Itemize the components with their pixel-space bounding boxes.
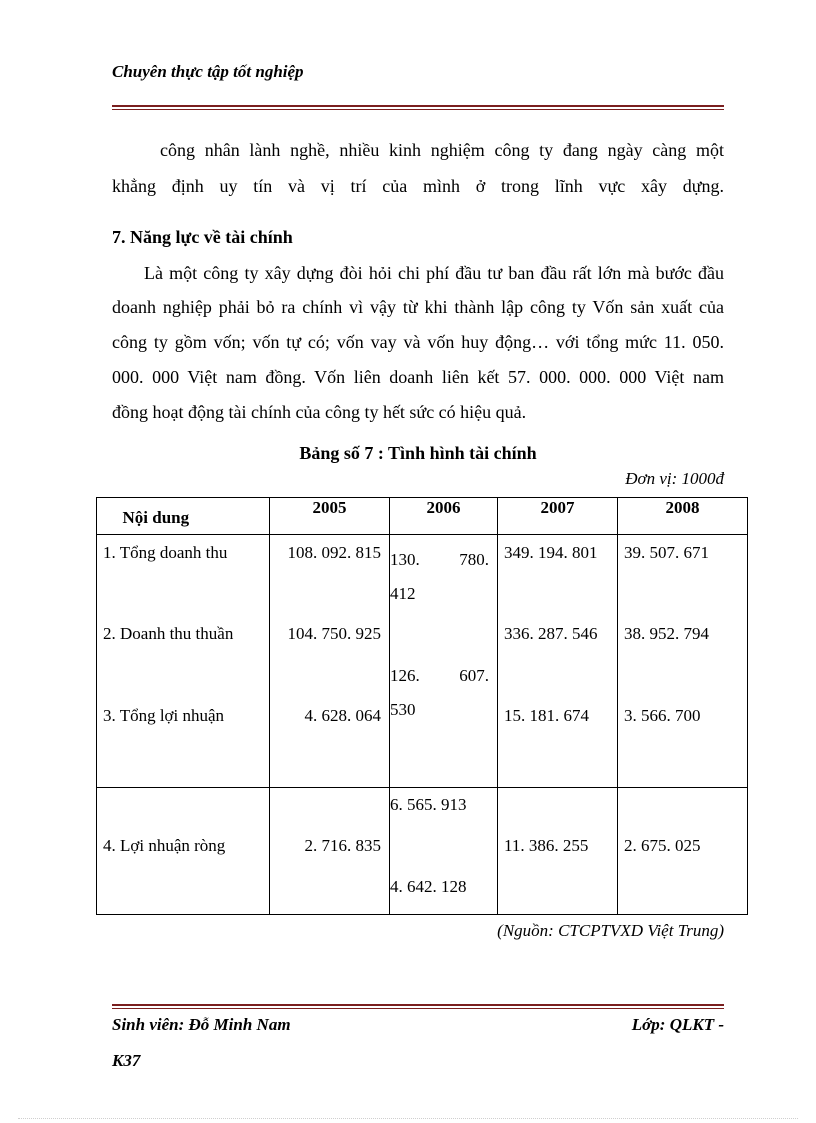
col-2006-cell [390,788,498,915]
paragraph-line: công ty gồm vốn; vốn tự có; vốn vay và vốn huy động… với tổng mức 11. 050. [112,332,724,352]
value-2007: 11. 386. 255 [504,836,589,855]
paragraph-line: Là một công ty xây dựng đòi hỏi chi phí đầu tư ban đầu rất lớn mà bước đầu [144,263,724,283]
col-2008-cell [618,535,748,788]
labels-cell [97,788,270,915]
footer-class-cont: K37 [112,1051,141,1070]
footer-rule-thin [112,1008,724,1009]
table-caption: Bảng số 7 : Tình hình tài chính [299,443,537,463]
col-2005-cell [270,788,390,915]
row-label: 1. Tổng doanh thu [103,543,228,562]
value-2006: 412 [390,584,416,603]
col-2005-cell [270,535,390,788]
value-2006: 780. [459,550,489,569]
row-label: 4. Lợi nhuận ròng [103,836,226,855]
header-2005: 2005 [270,498,390,535]
paragraph-line: doanh nghiệp phải bỏ ra chính vì vậy từ khi thành lập công ty Vốn sản xuất của [112,297,724,317]
value-2008: 39. 507. 671 [624,543,709,562]
value-2008: 2. 675. 025 [624,836,701,855]
col-2007-cell [498,535,618,788]
value-2007: 336. 287. 546 [504,624,598,643]
value-2006: 130. [390,550,420,569]
table-source: (Nguồn: CTCPTVXD Việt Trung) [497,921,724,940]
header-rule-thin [112,109,724,110]
value-2006: 6. 565. 913 [390,795,467,814]
page-header-title: Chuyên thực tập tốt nghiệp [112,62,304,81]
table-unit: Đơn vị: 1000đ [625,469,724,488]
paragraph-line: công nhân lành nghề, nhiều kinh nghiệm công ty đang ngày càng một [160,140,724,160]
header-2008: 2008 [618,498,748,535]
finance-table [96,497,748,915]
value-2005: 2. 716. 835 [304,836,381,855]
value-2008: 38. 952. 794 [624,624,709,643]
value-2007: 349. 194. 801 [504,543,598,562]
footer-student: Sinh viên: Đỗ Minh Nam [112,1015,291,1034]
value-2008: 3. 566. 700 [624,706,701,725]
table-row [97,535,748,788]
footer-class: Lớp: QLKT - [631,1015,724,1034]
header-2006: 2006 [390,498,498,535]
paragraph-line: đồng hoạt động tài chính của công ty hết sức có hiệu quả. [112,402,527,422]
section-heading: 7. Năng lực về tài chính [112,227,293,247]
value-2007: 15. 181. 674 [504,706,589,725]
header-noi-dung: Nội dung [97,498,270,535]
header-rule-thick [112,105,724,107]
paragraph-line: 000. 000 Việt nam đồng. Vốn liên doanh liên kết 57. 000. 000. 000 Việt nam [112,367,724,387]
col-2007-cell [498,788,618,915]
value-2006: 126. [390,666,420,685]
value-2005: 104. 750. 925 [287,624,381,643]
col-2008-cell [618,788,748,915]
value-2005: 4. 628. 064 [304,706,381,725]
value-2006: 607. [459,666,489,685]
header-2007: 2007 [498,498,618,535]
value-2006: 4. 642. 128 [390,877,467,896]
row-label: 3. Tổng lợi nhuận [103,706,225,725]
value-2005: 108. 092. 815 [287,543,381,562]
table-row [97,788,748,915]
footer-rule-thick [112,1004,724,1006]
page-bottom-divider [18,1118,798,1119]
row-label: 2. Doanh thu thuần [103,624,234,643]
value-2006: 530 [390,700,416,719]
col-2006-cell [390,535,498,788]
paragraph-line: khẳng định uy tín và vị trí của mình ở trong lĩnh vực xây dựng. [112,176,724,196]
table-header-row [97,498,748,535]
labels-cell [97,535,270,788]
